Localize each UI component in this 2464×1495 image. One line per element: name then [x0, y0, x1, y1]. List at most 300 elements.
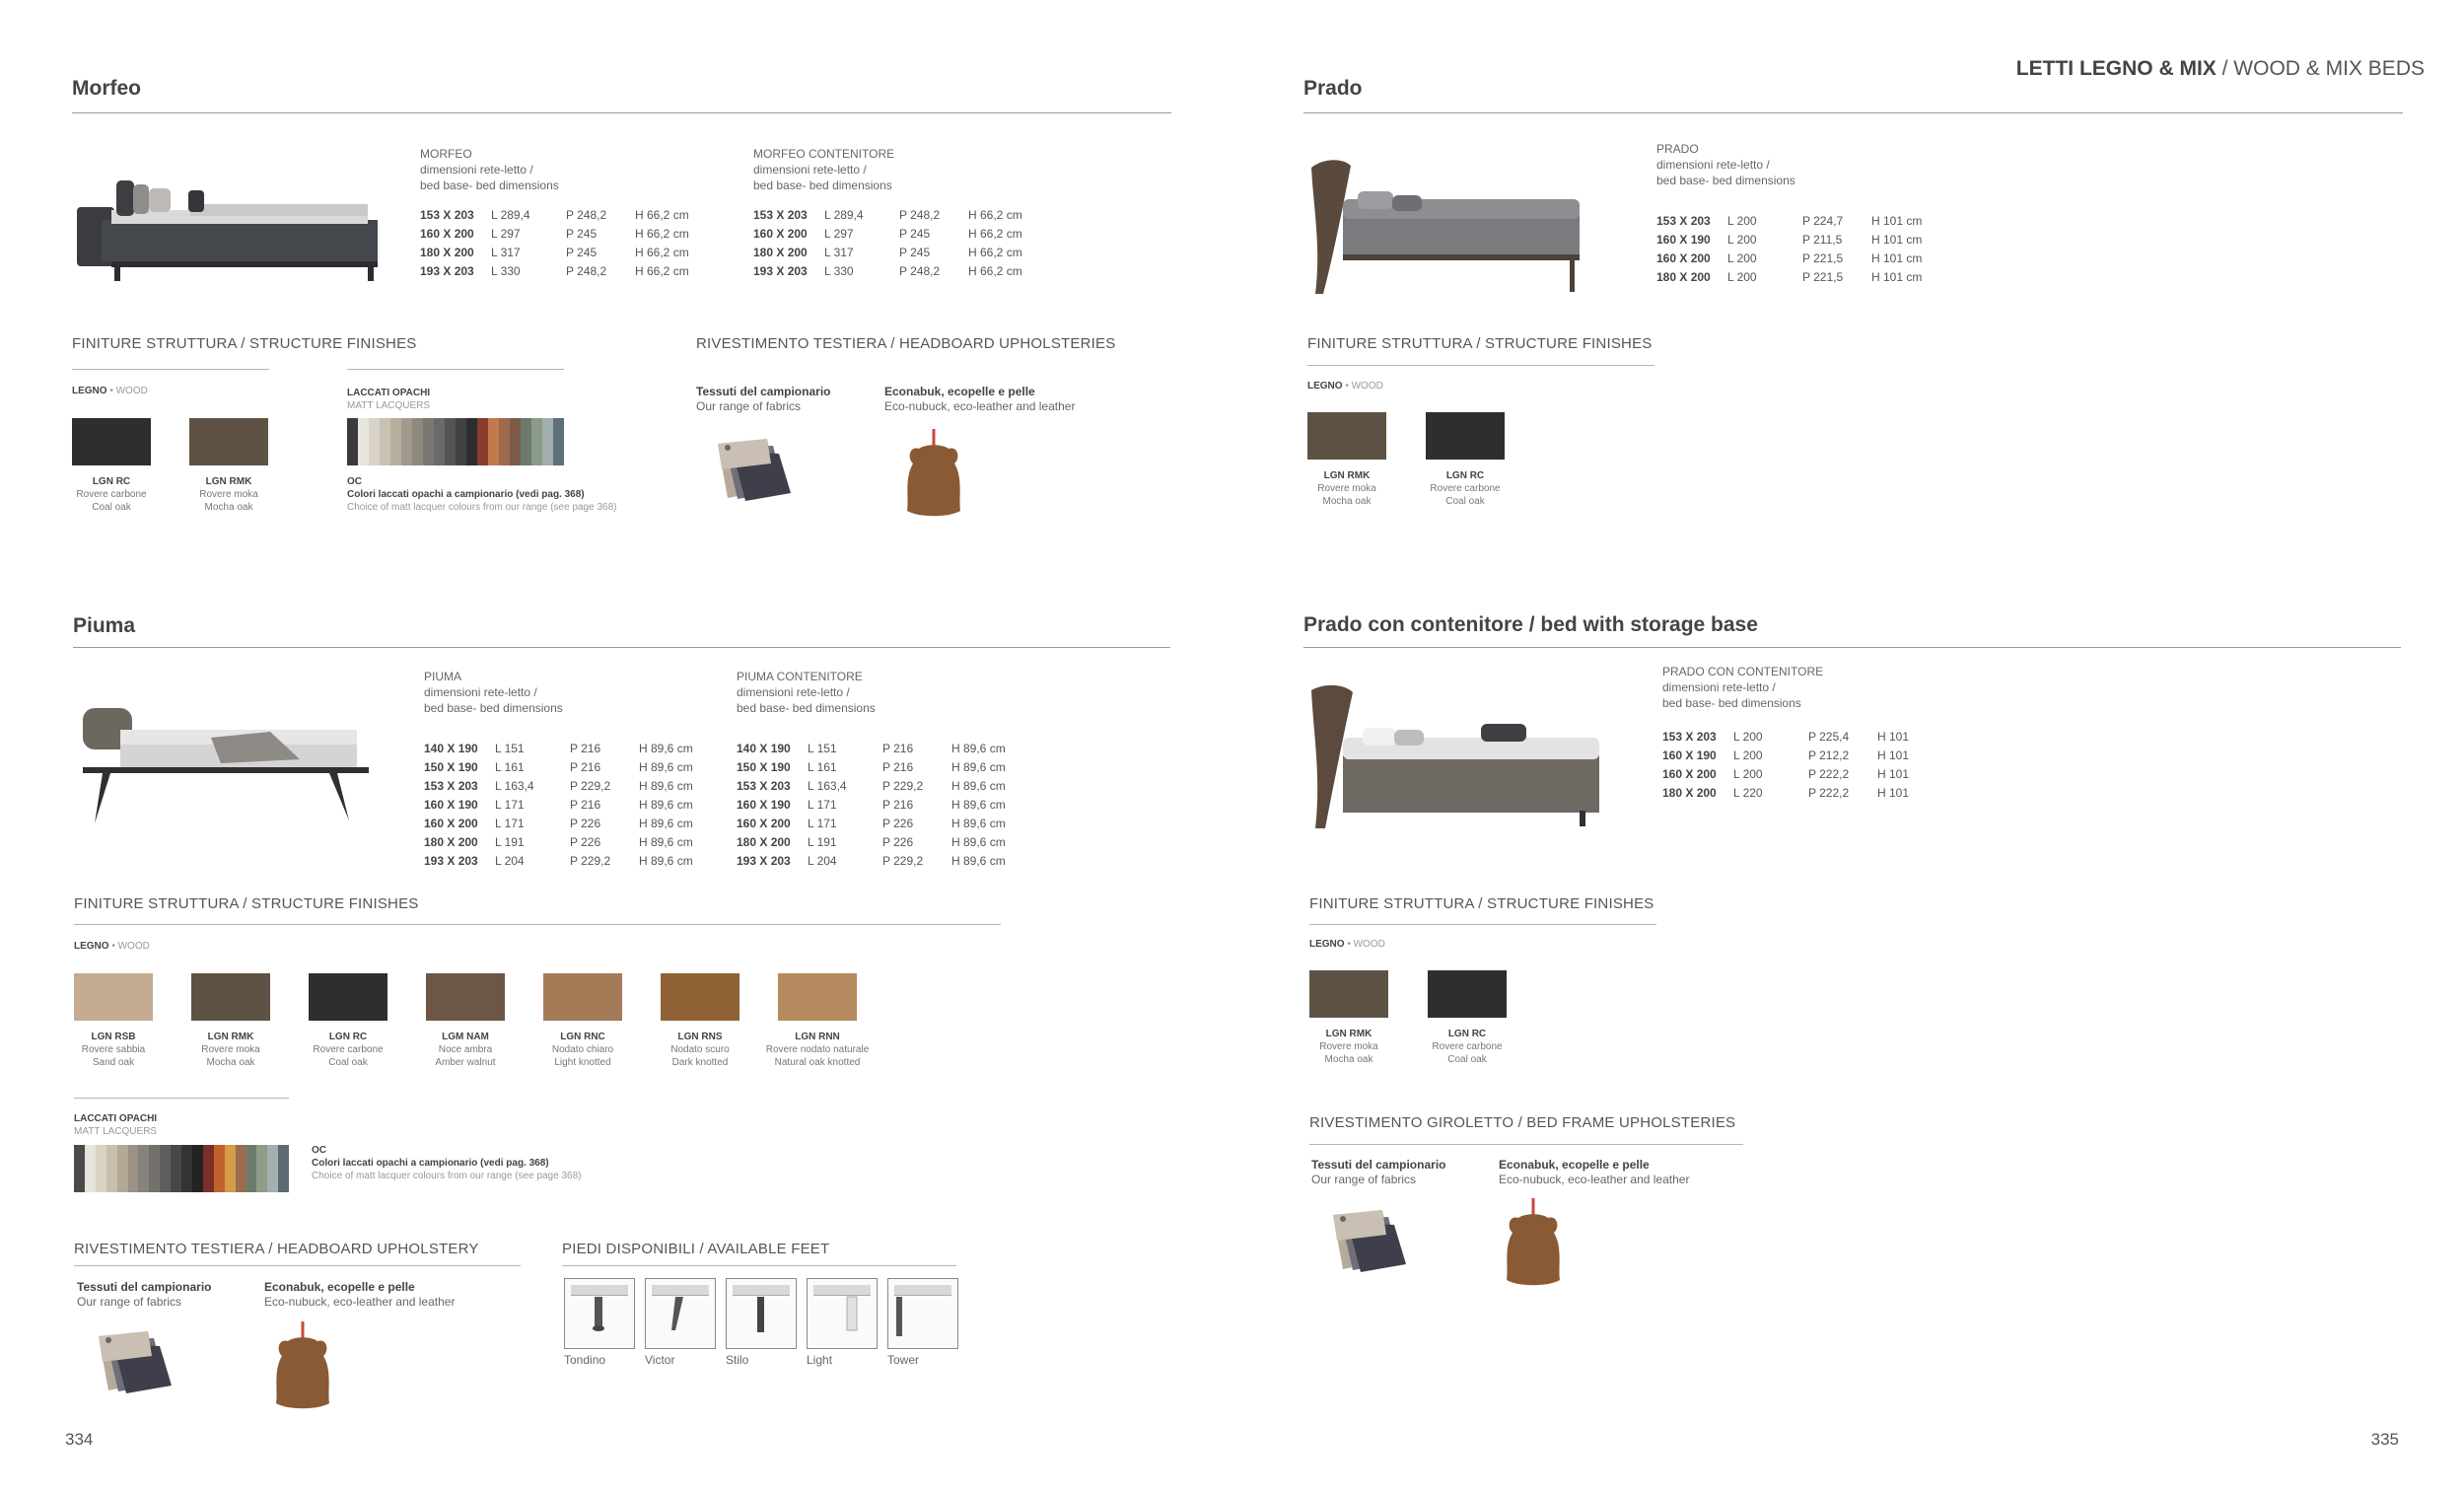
leather-en: Eco-nubuck, eco-leather and leather	[884, 399, 1076, 413]
swatch-name-en: Mocha oak	[206, 1057, 255, 1068]
leather-it: Econabuk, ecopelle e pelle	[264, 1280, 415, 1294]
swatch-name-it: Rovere sabbia	[81, 1044, 146, 1055]
dimension-row	[420, 261, 689, 280]
header-bold: LETTI LEGNO & MIX	[2015, 57, 2217, 80]
dimension-l: L 161	[808, 759, 837, 774]
dims-sub-2: bed base- bed dimensions	[1656, 174, 1795, 187]
dimension-size: 180 X 200	[424, 834, 478, 849]
dimension-l: L 200	[1727, 250, 1757, 265]
prado-storage-table-head	[1662, 664, 1823, 711]
fabric-it: Tessuti del campionario	[696, 385, 831, 398]
dimension-p: P 248,2	[899, 207, 941, 222]
dimension-h: H 66,2 cm	[968, 226, 1022, 241]
divider	[1307, 365, 1654, 366]
dimension-h: H 89,6 cm	[951, 759, 1006, 774]
swatch-name-it: Rovere carbone	[76, 489, 147, 500]
dimension-p: P 226	[570, 816, 601, 830]
dimension-row	[420, 205, 689, 224]
piuma-lacquer-strip[interactable]	[74, 1145, 289, 1192]
dimension-h: H 89,6 cm	[639, 778, 693, 793]
dimension-p: P 216	[882, 759, 914, 774]
dimension-h: H 66,2 cm	[968, 245, 1022, 259]
fabric-samples-icon	[1323, 1205, 1412, 1284]
dimension-h: H 89,6 cm	[639, 797, 693, 812]
piuma-feet-title: PIEDI DISPONIBILI / AVAILABLE FEET	[562, 1241, 830, 1257]
foot-label: Tower	[887, 1353, 920, 1367]
swatch-name-en: Sand oak	[92, 1057, 135, 1068]
foot-option-stilo[interactable]	[726, 1278, 797, 1349]
dimension-size: 160 X 190	[1656, 232, 1711, 247]
swatch-coal-oak[interactable]	[72, 418, 151, 465]
swatch-name-en: Light knotted	[554, 1057, 611, 1068]
swatch-name-it: Rovere moka	[199, 489, 258, 500]
dimension-h: H 101	[1877, 729, 1910, 744]
dimension-row	[420, 224, 689, 243]
swatch-caption	[284, 1031, 412, 1069]
prado-storage-bed-image	[1303, 678, 1609, 831]
fabric-samples-icon	[89, 1326, 177, 1405]
dimension-p: P 216	[570, 741, 601, 755]
dimension-l: L 171	[495, 816, 525, 830]
dims-sub-1: dimensioni rete-letto /	[753, 163, 867, 177]
dimension-row	[1662, 764, 1909, 783]
dimension-row	[737, 832, 1006, 851]
prado-table-name: PRADO	[1656, 142, 1699, 156]
dimension-p: P 248,2	[899, 263, 941, 278]
prado-dims-table	[1656, 211, 1922, 286]
dimension-h: H 89,6 cm	[639, 853, 693, 868]
dimension-l: L 191	[808, 834, 837, 849]
dimension-h: H 66,2 cm	[968, 207, 1022, 222]
oc-en: Choice of matt lacquer colours from our range (see page 368)	[347, 502, 617, 513]
dimension-h: H 89,6 cm	[951, 797, 1006, 812]
dimension-size: 140 X 190	[737, 741, 791, 755]
dimension-p: P 221,5	[1802, 250, 1844, 265]
morfeo-rule	[72, 112, 1171, 113]
fabric-it: Tessuti del campionario	[77, 1280, 212, 1294]
dimension-row	[1662, 783, 1909, 802]
dimension-row	[1662, 727, 1909, 746]
leather-en: Eco-nubuck, eco-leather and leather	[1499, 1173, 1690, 1186]
swatch-caption	[49, 1031, 177, 1069]
legno-label: LEGNO	[72, 386, 107, 396]
dims-sub-1: dimensioni rete-letto /	[420, 163, 533, 177]
dimension-size: 153 X 203	[1656, 213, 1711, 228]
piuma-bed-image	[73, 690, 369, 828]
swatch-caption	[57, 475, 166, 514]
piuma-title: Piuma	[73, 614, 136, 637]
leather-en: Eco-nubuck, eco-leather and leather	[264, 1295, 456, 1309]
divider	[1309, 1144, 1743, 1145]
dimension-l: L 200	[1733, 729, 1763, 744]
dimension-l: L 289,4	[491, 207, 530, 222]
dimension-l: L 200	[1733, 748, 1763, 762]
swatch-coal-oak[interactable]	[1426, 412, 1505, 460]
foot-label: Stilo	[726, 1353, 749, 1367]
dims-sub-2: bed base- bed dimensions	[424, 701, 563, 715]
dims-sub-1: dimensioni rete-letto /	[424, 685, 537, 699]
dimension-l: L 171	[495, 797, 525, 812]
swatch-code: LGN RNC	[560, 1032, 605, 1042]
swatch-name-en: Coal oak	[1445, 496, 1485, 507]
dimension-l: L 163,4	[808, 778, 847, 793]
swatch-name-en: Natural oak knotted	[774, 1057, 861, 1068]
dimension-h: H 89,6 cm	[639, 816, 693, 830]
morfeo-bed-image	[72, 163, 392, 286]
dimension-row	[737, 776, 1006, 795]
prado-structure-title: FINITURE STRUTTURA / STRUCTURE FINISHES	[1307, 335, 1653, 352]
dimension-size: 180 X 200	[1656, 269, 1711, 284]
swatch-caption	[753, 1031, 881, 1069]
swatch-caption	[1413, 1028, 1521, 1066]
lacq-sub: MATT LACQUERS	[347, 400, 431, 411]
foot-tondino-icon	[565, 1279, 634, 1348]
prado-title: Prado	[1303, 77, 1363, 100]
dimension-row	[424, 739, 693, 757]
dimension-size: 160 X 200	[420, 226, 474, 241]
swatch-name-en: Coal oak	[92, 502, 131, 513]
dimension-p: P 245	[899, 245, 931, 259]
dimension-size: 193 X 203	[737, 853, 791, 868]
dimension-h: H 66,2 cm	[635, 226, 689, 241]
swatch-caption	[636, 1031, 764, 1069]
piuma-cont-table-head	[737, 669, 876, 716]
swatch-code: LGN RMK	[207, 1032, 254, 1042]
dimension-row	[424, 814, 693, 832]
divider	[562, 1265, 956, 1266]
prado-rule	[1303, 112, 2403, 113]
leather-sample-icon	[1499, 1193, 1568, 1292]
prado-storage-table-name: PRADO CON CONTENITORE	[1662, 665, 1824, 678]
dimension-row	[424, 776, 693, 795]
foot-option-tondino[interactable]	[564, 1278, 635, 1349]
fabric-en: Our range of fabrics	[696, 399, 802, 413]
morfeo-structure-title: FINITURE STRUTTURA / STRUCTURE FINISHES	[72, 335, 417, 352]
header-rest: / WOOD & MIX BEDS	[2216, 57, 2425, 80]
dimension-h: H 89,6 cm	[951, 834, 1006, 849]
dimension-p: P 248,2	[566, 207, 607, 222]
dimension-row	[420, 243, 689, 261]
dimension-h: H 101	[1877, 766, 1910, 781]
dimension-l: L 204	[808, 853, 837, 868]
dimension-p: P 245	[566, 226, 598, 241]
dimension-h: H 89,6 cm	[639, 834, 693, 849]
morfeo-table-name: MORFEO	[420, 147, 472, 161]
dimension-row	[1656, 230, 1922, 249]
dimension-row	[424, 851, 693, 870]
swatch-name-it: Rovere moka	[1319, 1041, 1378, 1052]
swatch-name-it: Rovere carbone	[1430, 483, 1501, 494]
fabric-en: Our range of fabrics	[77, 1295, 182, 1309]
swatch-mocha-oak[interactable]	[189, 418, 268, 465]
dimension-p: P 222,2	[1808, 766, 1850, 781]
dimension-l: L 297	[824, 226, 854, 241]
dimension-h: H 101 cm	[1871, 232, 1923, 247]
dimension-p: P 216	[570, 797, 601, 812]
piuma-rule	[73, 647, 1170, 648]
wood-label: • WOOD	[1342, 381, 1383, 392]
morfeo-table-head	[420, 146, 559, 193]
wood-label: • WOOD	[108, 941, 150, 952]
dims-sub-2: bed base- bed dimensions	[420, 178, 559, 192]
swatch-coal-oak[interactable]	[1428, 970, 1507, 1018]
piuma-structure-title: FINITURE STRUTTURA / STRUCTURE FINISHES	[74, 895, 419, 912]
page-number-left: 334	[65, 1430, 94, 1449]
morfeo-cont-dims-table	[753, 205, 1022, 280]
dimension-l: L 200	[1727, 213, 1757, 228]
fabric-option	[77, 1280, 211, 1310]
dimension-h: H 66,2 cm	[968, 263, 1022, 278]
dimension-p: P 222,2	[1808, 785, 1850, 800]
leather-sample-icon	[268, 1317, 337, 1415]
dimension-p: P 216	[570, 759, 601, 774]
dimension-l: L 191	[495, 834, 525, 849]
dimension-size: 160 X 200	[753, 226, 808, 241]
dimension-h: H 66,2 cm	[635, 207, 689, 222]
swatch-name-en: Coal oak	[328, 1057, 368, 1068]
dimension-row	[1656, 249, 1922, 267]
leather-option	[1499, 1158, 1689, 1187]
leather-option	[884, 385, 1075, 414]
morfeo-lacquer-strip[interactable]	[347, 418, 564, 465]
dimension-l: L 151	[808, 741, 837, 755]
dimension-l: L 200	[1727, 269, 1757, 284]
dimension-row	[737, 739, 1006, 757]
dimension-p: P 212,2	[1808, 748, 1850, 762]
dimension-h: H 101	[1877, 785, 1910, 800]
legno-label: LEGNO	[1309, 939, 1345, 950]
dimension-l: L 297	[491, 226, 521, 241]
dimension-p: P 224,7	[1802, 213, 1844, 228]
swatch-caption	[1411, 469, 1519, 508]
prado-storage-title: Prado con contenitore / bed with storage base	[1303, 613, 1758, 636]
prado-legno-label	[1307, 380, 1383, 392]
morfeo-headboard-title: RIVESTIMENTO TESTIERA / HEADBOARD UPHOLSTERIES	[696, 335, 1116, 352]
dimension-l: L 171	[808, 797, 837, 812]
foot-option-victor[interactable]	[645, 1278, 716, 1349]
swatch-lgn-rsb[interactable]	[74, 973, 153, 1021]
swatch-name-it: Noce ambra	[438, 1044, 493, 1055]
lacq-sub: MATT LACQUERS	[74, 1126, 158, 1137]
swatch-name-it: Rovere carbone	[1432, 1041, 1503, 1052]
dimension-size: 160 X 190	[424, 797, 478, 812]
divider	[74, 1098, 289, 1099]
swatch-name-it: Rovere carbone	[313, 1044, 384, 1055]
dimension-p: P 229,2	[882, 853, 924, 868]
dimension-l: L 151	[495, 741, 525, 755]
dimension-row	[737, 851, 1006, 870]
swatch-lgn-rmk[interactable]	[191, 973, 270, 1021]
foot-light-icon	[808, 1279, 877, 1348]
dimension-p: P 229,2	[570, 853, 611, 868]
morfeo-oc-note	[347, 475, 616, 514]
dims-sub-1: dimensioni rete-letto /	[737, 685, 850, 699]
foot-label: Light	[807, 1353, 833, 1367]
swatch-lgn-rnc[interactable]	[543, 973, 622, 1021]
prado-table-head	[1656, 141, 1795, 188]
dimension-row	[753, 243, 1022, 261]
divider	[72, 369, 269, 370]
dimension-size: 160 X 200	[737, 816, 791, 830]
swatch-name-en: Coal oak	[1447, 1054, 1487, 1065]
fabric-samples-icon	[708, 434, 797, 513]
dimension-p: P 225,4	[1808, 729, 1850, 744]
foot-tower-icon	[888, 1279, 957, 1348]
dimension-p: P 211,5	[1802, 232, 1843, 247]
swatch-code: LGN RC	[1445, 470, 1485, 481]
legno-label: LEGNO	[74, 941, 109, 952]
dimension-h: H 66,2 cm	[635, 245, 689, 259]
dimension-l: L 330	[491, 263, 521, 278]
dimension-size: 180 X 200	[420, 245, 474, 259]
swatch-caption	[1293, 469, 1401, 508]
dimension-p: P 245	[566, 245, 598, 259]
dimension-p: P 229,2	[882, 778, 924, 793]
swatch-caption	[1295, 1028, 1403, 1066]
dimension-size: 150 X 190	[424, 759, 478, 774]
piuma-table-name: PIUMA	[424, 670, 462, 683]
swatch-lgn-rns[interactable]	[661, 973, 739, 1021]
dimension-size: 160 X 200	[424, 816, 478, 830]
dimension-size: 193 X 203	[420, 263, 474, 278]
swatch-code: LGN RC	[328, 1032, 368, 1042]
morfeo-lacq-label	[347, 387, 430, 412]
dimension-p: P 245	[899, 226, 931, 241]
dimension-size: 180 X 200	[1662, 785, 1717, 800]
foot-label: Tondino	[564, 1353, 606, 1367]
oc-code: OC	[347, 476, 362, 487]
dimension-p: P 229,2	[570, 778, 611, 793]
dimension-p: P 226	[882, 834, 914, 849]
swatch-name-en: Mocha oak	[1322, 496, 1372, 507]
divider	[347, 369, 564, 370]
leather-option	[264, 1280, 455, 1310]
dimension-size: 193 X 203	[753, 263, 808, 278]
prado-storage-dims-table	[1662, 727, 1909, 802]
dimension-p: P 216	[882, 741, 914, 755]
swatch-caption	[401, 1031, 529, 1069]
swatch-code: LGN RNN	[795, 1032, 840, 1042]
dimension-l: L 204	[495, 853, 525, 868]
dimension-h: H 89,6 cm	[951, 778, 1006, 793]
foot-stilo-icon	[727, 1279, 796, 1348]
piuma-headboard-title: RIVESTIMENTO TESTIERA / HEADBOARD UPHOLSTERY	[74, 1241, 479, 1257]
wood-label: • WOOD	[1344, 939, 1385, 950]
dimension-h: H 89,6 cm	[639, 741, 693, 755]
morfeo-title: Morfeo	[72, 77, 141, 100]
leather-sample-icon	[899, 424, 968, 523]
dimension-l: L 200	[1727, 232, 1757, 247]
morfeo-legno-label	[72, 385, 148, 397]
dims-sub-1: dimensioni rete-letto /	[1662, 680, 1776, 694]
swatch-name-it: Nodato chiaro	[551, 1044, 614, 1055]
dimension-l: L 220	[1733, 785, 1763, 800]
dimension-l: L 317	[824, 245, 854, 259]
dims-sub-1: dimensioni rete-letto /	[1656, 158, 1770, 172]
dimension-h: H 89,6 cm	[951, 741, 1006, 755]
prado-storage-frame-title: RIVESTIMENTO GIROLETTO / BED FRAME UPHOLSTERIES	[1309, 1114, 1736, 1131]
fabric-it: Tessuti del campionario	[1311, 1158, 1446, 1172]
dimension-l: L 171	[808, 816, 837, 830]
oc-it: Colori laccati opachi a campionario (vedi pag. 368)	[312, 1158, 549, 1169]
piuma-legno-label	[74, 940, 150, 953]
dimension-p: P 248,2	[566, 263, 607, 278]
dimension-h: H 101 cm	[1871, 213, 1923, 228]
dimension-h: H 89,6 cm	[639, 759, 693, 774]
page-number-right: 335	[2370, 1430, 2399, 1449]
lacq-title: LACCATI OPACHI	[347, 388, 431, 398]
swatch-code: LGN RNS	[677, 1032, 723, 1042]
swatch-name-en: Amber walnut	[435, 1057, 496, 1068]
dimension-h: H 101 cm	[1871, 269, 1923, 284]
swatch-mocha-oak[interactable]	[1307, 412, 1386, 460]
piuma-lacq-label	[74, 1112, 157, 1138]
piuma-cont-table-name: PIUMA CONTENITORE	[737, 670, 863, 683]
swatch-lgn-rnn[interactable]	[778, 973, 857, 1021]
swatch-name-en: Mocha oak	[204, 502, 253, 513]
wood-label: • WOOD	[106, 386, 148, 396]
swatch-caption	[175, 475, 283, 514]
dimension-size: 160 X 200	[1656, 250, 1711, 265]
dimension-h: H 89,6 cm	[951, 853, 1006, 868]
swatch-code: LGN RMK	[1325, 1029, 1373, 1039]
dimension-row	[1656, 211, 1922, 230]
dimension-size: 153 X 203	[424, 778, 478, 793]
swatch-code: LGN RC	[1447, 1029, 1487, 1039]
dimension-row	[424, 832, 693, 851]
prado-storage-rule	[1303, 647, 2401, 648]
dims-sub-2: bed base- bed dimensions	[753, 178, 892, 192]
leather-it: Econabuk, ecopelle e pelle	[884, 385, 1035, 398]
dimension-size: 180 X 200	[753, 245, 808, 259]
swatch-name-it: Nodato scuro	[670, 1044, 730, 1055]
lacq-title: LACCATI OPACHI	[74, 1113, 158, 1124]
morfeo-cont-table-head	[753, 146, 894, 193]
dimension-p: P 221,5	[1802, 269, 1844, 284]
swatch-name-it: Rovere moka	[201, 1044, 260, 1055]
dimension-size: 150 X 190	[737, 759, 791, 774]
swatch-lgn-rc[interactable]	[309, 973, 387, 1021]
dimension-l: L 330	[824, 263, 854, 278]
morfeo-dims-table	[420, 205, 689, 280]
dimension-p: P 216	[882, 797, 914, 812]
legno-label: LEGNO	[1307, 381, 1343, 392]
dimension-row	[424, 757, 693, 776]
swatch-lgm-nam[interactable]	[426, 973, 505, 1021]
prado-bed-image	[1303, 148, 1599, 296]
foot-option-light[interactable]	[807, 1278, 878, 1349]
catalog-header	[2016, 57, 2425, 81]
swatch-name-en: Dark knotted	[671, 1057, 729, 1068]
dimension-size: 140 X 190	[424, 741, 478, 755]
dimension-row	[1662, 746, 1909, 764]
swatch-name-en: Mocha oak	[1324, 1054, 1373, 1065]
divider	[74, 1265, 521, 1266]
dimension-size: 153 X 203	[420, 207, 474, 222]
dimension-size: 153 X 203	[1662, 729, 1717, 744]
dimension-row	[737, 757, 1006, 776]
foot-option-tower[interactable]	[887, 1278, 958, 1349]
dimension-h: H 101	[1877, 748, 1910, 762]
piuma-dims-table	[424, 739, 693, 870]
dimension-p: P 226	[882, 816, 914, 830]
swatch-mocha-oak[interactable]	[1309, 970, 1388, 1018]
piuma-cont-dims-table	[737, 739, 1006, 870]
dimension-size: 160 X 190	[1662, 748, 1717, 762]
swatch-code: LGN RMK	[205, 476, 252, 487]
dimension-l: L 317	[491, 245, 521, 259]
swatch-code: LGN RMK	[1323, 470, 1371, 481]
